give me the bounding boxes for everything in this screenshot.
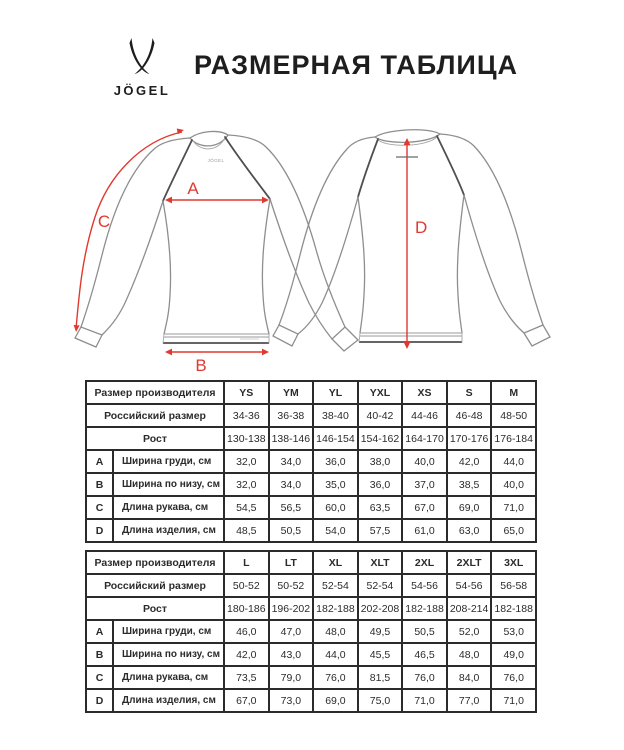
size-cell: LT	[269, 551, 314, 574]
size-cell: 49,0	[491, 643, 536, 666]
page-title: РАЗМЕРНАЯ ТАБЛИЦА	[194, 50, 519, 80]
size-cell: 202-208	[358, 597, 403, 620]
measure-letter: B	[86, 473, 113, 496]
size-cell: 48,0	[313, 620, 358, 643]
size-cell: 32,0	[224, 450, 269, 473]
size-cell: YL	[313, 381, 358, 404]
size-cell: 42,0	[447, 450, 492, 473]
size-cell: 38,0	[358, 450, 403, 473]
size-cell: 84,0	[447, 666, 492, 689]
size-cell: 44,0	[313, 643, 358, 666]
size-cell: 54-56	[447, 574, 492, 597]
size-cell: 56,5	[269, 496, 314, 519]
row-label: Российский размер	[86, 404, 224, 427]
size-cell: 76,0	[313, 666, 358, 689]
table-row	[86, 597, 536, 620]
size-cell: 182-188	[491, 597, 536, 620]
size-cell: 34,0	[269, 450, 314, 473]
size-cell: 69,0	[447, 496, 492, 519]
brand-wordmark: JÖGEL	[113, 83, 171, 98]
measure-letter: C	[86, 666, 113, 689]
size-cell: 40,0	[491, 473, 536, 496]
table-row	[86, 666, 536, 689]
size-cell: 38-40	[313, 404, 358, 427]
measure-letter: A	[86, 450, 113, 473]
size-cell: 47,0	[269, 620, 314, 643]
size-cell: 73,0	[269, 689, 314, 712]
size-cell: S	[447, 381, 492, 404]
size-cell: 46-48	[447, 404, 492, 427]
size-cell: 52,0	[447, 620, 492, 643]
size-cell: 54-56	[402, 574, 447, 597]
size-cell: 32,0	[224, 473, 269, 496]
table-row	[86, 450, 536, 473]
row-label: Российский размер	[86, 574, 224, 597]
size-cell: 46,0	[224, 620, 269, 643]
size-cell: M	[491, 381, 536, 404]
size-cell: 34,0	[269, 473, 314, 496]
front-view	[75, 131, 358, 351]
table-row	[86, 689, 536, 712]
size-cell: 73,5	[224, 666, 269, 689]
jogel-logo-icon	[126, 38, 158, 80]
size-cell: 40,0	[402, 450, 447, 473]
size-cell: 65,0	[491, 519, 536, 542]
size-cell: 71,0	[491, 689, 536, 712]
size-cell: 2XLT	[447, 551, 492, 574]
size-cell: L	[224, 551, 269, 574]
size-cell: 52-54	[313, 574, 358, 597]
size-cell: 48,0	[447, 643, 492, 666]
measure-label: Ширина груди, см	[113, 450, 224, 473]
size-cell: 170-176	[447, 427, 492, 450]
size-cell: 54,5	[224, 496, 269, 519]
size-cell: 182-188	[313, 597, 358, 620]
measure-label: Ширина по низу, см	[113, 473, 224, 496]
measure-label: Длина изделия, см	[113, 519, 224, 542]
table-row	[86, 381, 536, 404]
size-cell: 67,0	[224, 689, 269, 712]
size-cell: 75,0	[358, 689, 403, 712]
back-right-cuff	[524, 325, 550, 346]
size-cell: 208-214	[447, 597, 492, 620]
size-cell: 61,0	[402, 519, 447, 542]
measure-label: Длина рукава, см	[113, 666, 224, 689]
size-cell: 71,0	[491, 496, 536, 519]
size-cell: 46,5	[402, 643, 447, 666]
size-cell: 44,0	[491, 450, 536, 473]
size-cell: YXL	[358, 381, 403, 404]
size-cell: 130-138	[224, 427, 269, 450]
measurement-arrows	[74, 129, 428, 376]
label-d: D	[415, 218, 428, 237]
size-cell: 81,5	[358, 666, 403, 689]
size-cell: 44-46	[402, 404, 447, 427]
measure-letter: D	[86, 689, 113, 712]
size-cell: 2XL	[402, 551, 447, 574]
size-cell: 71,0	[402, 689, 447, 712]
row-label: Рост	[86, 427, 224, 450]
size-table-adult	[85, 550, 537, 713]
size-cell: XLT	[358, 551, 403, 574]
size-cell: 69,0	[313, 689, 358, 712]
size-cell: 50-52	[224, 574, 269, 597]
size-diagram	[0, 115, 624, 375]
body-length-arrow	[396, 138, 418, 349]
label-a: A	[187, 179, 199, 198]
size-cell: 138-146	[269, 427, 314, 450]
row-label: Размер производителя	[86, 381, 224, 404]
row-label: Рост	[86, 597, 224, 620]
measure-label: Ширина груди, см	[113, 620, 224, 643]
size-cell: 54,0	[313, 519, 358, 542]
size-cell: 53,0	[491, 620, 536, 643]
size-cell: 50,5	[269, 519, 314, 542]
size-cell: YS	[224, 381, 269, 404]
table-row	[86, 427, 536, 450]
size-cell: 79,0	[269, 666, 314, 689]
table-row	[86, 473, 536, 496]
size-cell: 49,5	[358, 620, 403, 643]
size-cell: 48,5	[224, 519, 269, 542]
size-cell: 76,0	[491, 666, 536, 689]
size-cell: 180-186	[224, 597, 269, 620]
size-cell: 42,0	[224, 643, 269, 666]
size-cell: 52-54	[358, 574, 403, 597]
table-row	[86, 620, 536, 643]
size-cell: 34-36	[224, 404, 269, 427]
measure-letter: C	[86, 496, 113, 519]
measure-letter: A	[86, 620, 113, 643]
table-row	[86, 404, 536, 427]
table-row	[86, 519, 536, 542]
hem-width-arrow	[165, 349, 269, 356]
size-cell: 60,0	[313, 496, 358, 519]
size-cell: 76,0	[402, 666, 447, 689]
size-cell: 36,0	[313, 450, 358, 473]
size-cell: 36-38	[269, 404, 314, 427]
label-b: B	[195, 356, 207, 375]
size-cell: 164-170	[402, 427, 447, 450]
table-row	[86, 551, 536, 574]
front-right-cuff	[332, 327, 358, 351]
size-cell: 146-154	[313, 427, 358, 450]
measure-label: Ширина по низу, см	[113, 643, 224, 666]
size-cell: 57,5	[358, 519, 403, 542]
size-cell: 38,5	[447, 473, 492, 496]
size-cell: 77,0	[447, 689, 492, 712]
garment-chest-logo: JÖGEL	[207, 158, 225, 163]
size-cell: XS	[402, 381, 447, 404]
measure-letter: D	[86, 519, 113, 542]
table-row	[86, 496, 536, 519]
size-cell: 182-188	[402, 597, 447, 620]
size-cell: 196-202	[269, 597, 314, 620]
measure-label: Длина рукава, см	[113, 496, 224, 519]
size-cell: 63,5	[358, 496, 403, 519]
front-left-cuff	[75, 327, 102, 347]
size-cell: 45,5	[358, 643, 403, 666]
label-c: C	[97, 212, 111, 231]
size-cell: 36,0	[358, 473, 403, 496]
size-cell: 37,0	[402, 473, 447, 496]
size-cell: 154-162	[358, 427, 403, 450]
size-cell: 40-42	[358, 404, 403, 427]
size-cell: 48-50	[491, 404, 536, 427]
table-row	[86, 574, 536, 597]
size-cell: 176-184	[491, 427, 536, 450]
back-left-cuff	[273, 325, 298, 346]
size-cell: 3XL	[491, 551, 536, 574]
size-cell: 56-58	[491, 574, 536, 597]
size-cell: XL	[313, 551, 358, 574]
brand-logo	[96, 38, 188, 98]
size-cell: YM	[269, 381, 314, 404]
size-cell: 50,5	[402, 620, 447, 643]
size-cell: 35,0	[313, 473, 358, 496]
chest-width-arrow	[165, 197, 269, 204]
table-row	[86, 643, 536, 666]
size-table-youth	[85, 380, 537, 543]
size-cell: 67,0	[402, 496, 447, 519]
size-cell: 50-52	[269, 574, 314, 597]
measure-label: Длина изделия, см	[113, 689, 224, 712]
size-cell: 43,0	[269, 643, 314, 666]
measure-letter: B	[86, 643, 113, 666]
size-cell: 63,0	[447, 519, 492, 542]
row-label: Размер производителя	[86, 551, 224, 574]
